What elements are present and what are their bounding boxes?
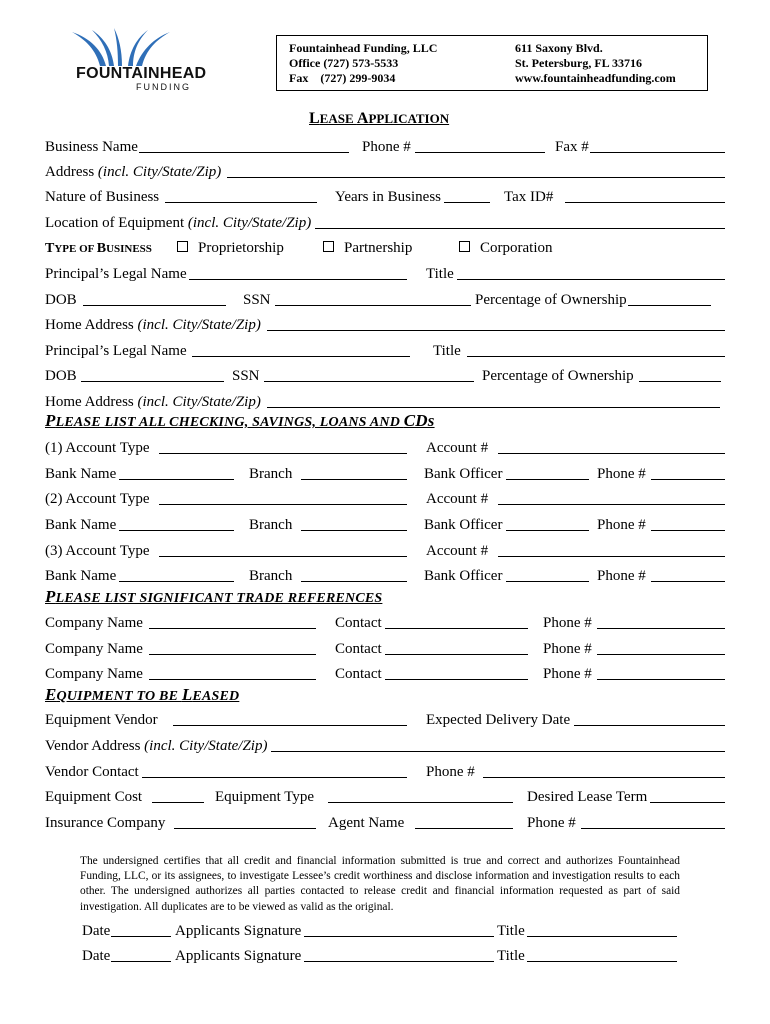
vendor-contact-field[interactable] — [142, 777, 407, 778]
signature-1-field[interactable] — [304, 936, 494, 937]
account-3-bank-field[interactable] — [119, 581, 234, 582]
date-label: Date — [82, 948, 111, 964]
ssn-2-field[interactable] — [264, 381, 474, 382]
branch-label: Branch — [249, 466, 293, 482]
account-1-number-field[interactable] — [498, 453, 725, 454]
equipment-type-field[interactable] — [328, 802, 513, 803]
fax-number: (727) 299-9034 — [320, 71, 396, 85]
trade-2-phone-field[interactable] — [597, 654, 725, 655]
business-row — [45, 137, 725, 157]
fax-field-label: Fax # — [555, 139, 589, 155]
business-name-field[interactable] — [139, 152, 349, 153]
account-3-branch-field[interactable] — [301, 581, 407, 582]
trade-3-contact-field[interactable] — [385, 679, 528, 680]
account-2-number-field[interactable] — [498, 504, 725, 505]
title-label: Title — [433, 343, 461, 359]
account-1-branch-field[interactable] — [301, 479, 407, 480]
address-label: Address (incl. City/State/Zip) — [45, 164, 222, 180]
insurance-company-label: Insurance Company — [45, 815, 166, 831]
company-name: Fountainhead Funding, LLC — [289, 41, 438, 55]
business-type-label: TYPE OF BUSINESS — [45, 241, 152, 256]
nature-row — [45, 187, 725, 207]
trade-2-contact-field[interactable] — [385, 654, 528, 655]
fax-line — [289, 71, 437, 86]
address-row — [45, 162, 725, 182]
home-2-field[interactable] — [267, 407, 720, 408]
account-2-bank-field[interactable] — [119, 530, 234, 531]
accounts-heading: PLEASE LIST ALL CHECKING, SAVINGS, LOANS AND CDs — [45, 411, 435, 430]
fax-label: Fax — [289, 71, 309, 85]
dob-label: DOB — [45, 292, 77, 308]
certification-text: The undersigned certifies that all credit and financial information submitted is true and correct and authorizes Fountainhead Funding, LLC, or its assignees, to investigate Lessee’s credit worthiness and disclose information and investigation results to each other. The undersigned authorizes all parties contacted to release credit and financial information requested as part of said investigation. All duplicates are to be viewed as valid as the original. — [80, 855, 680, 913]
logo-wordmark: FOUNTAINHEAD — [76, 65, 207, 82]
account-3-phone-field[interactable] — [651, 581, 725, 582]
phone-field[interactable] — [415, 152, 545, 153]
trade-1-phone-field[interactable] — [597, 628, 725, 629]
trade-references-heading: PLEASE LIST SIGNIFICANT TRADE REFERENCES — [45, 587, 383, 606]
account-1-type-field[interactable] — [159, 453, 407, 454]
account-2-officer-field[interactable] — [506, 530, 589, 531]
logo-subtitle: FUNDING — [136, 82, 191, 92]
proprietorship-option[interactable]: Proprietorship — [177, 238, 284, 258]
location-field[interactable] — [315, 228, 725, 229]
equipment-cost-field[interactable] — [152, 802, 204, 803]
signature-2-title-field[interactable] — [527, 961, 677, 962]
dob-1-field[interactable] — [83, 305, 226, 306]
trade-reference-row — [45, 664, 725, 684]
company-name-label: Company Name — [45, 615, 143, 631]
business-type-row — [45, 238, 725, 258]
bank-officer-label: Bank Officer — [424, 466, 503, 482]
signature-row-1 — [82, 921, 682, 941]
vendor-address-field[interactable] — [271, 751, 725, 752]
dob-1-row — [45, 290, 725, 310]
contact-label: Contact — [335, 666, 382, 682]
account-3-type-field[interactable] — [159, 556, 407, 557]
equipment-vendor-field[interactable] — [173, 725, 407, 726]
home-label: Home Address (incl. City/State/Zip) — [45, 394, 261, 410]
lease-term-field[interactable] — [650, 802, 725, 803]
vendor-contact-label: Vendor Contact — [45, 764, 139, 780]
home-label: Home Address (incl. City/State/Zip) — [45, 317, 261, 333]
account-2-bank-row — [45, 515, 725, 535]
bank-phone-label: Phone # — [597, 517, 646, 533]
ssn-label: SSN — [232, 368, 260, 384]
principal-label: Principal’s Legal Name — [45, 343, 187, 359]
vendor-address-label: Vendor Address (incl. City/State/Zip) — [45, 738, 268, 754]
company-logo — [62, 28, 237, 94]
agent-phone-field[interactable] — [581, 828, 725, 829]
bank-name-label: Bank Name — [45, 517, 117, 533]
nature-label: Nature of Business — [45, 189, 160, 205]
branch-label: Branch — [249, 568, 293, 584]
bank-name-label: Bank Name — [45, 466, 117, 482]
account-3-number-field[interactable] — [498, 556, 725, 557]
trade-reference-row — [45, 639, 725, 659]
account-2-branch-field[interactable] — [301, 530, 407, 531]
insurance-row — [45, 813, 725, 833]
home-1-row — [45, 315, 725, 335]
dob-label: DOB — [45, 368, 77, 384]
principal-2-field[interactable] — [192, 356, 410, 357]
signature-title-label: Title — [497, 948, 525, 964]
partnership-option[interactable]: Partnership — [323, 238, 412, 258]
trade-1-company-field[interactable] — [149, 628, 316, 629]
taxid-field[interactable] — [565, 202, 725, 203]
account-2-type-row — [45, 489, 725, 509]
account-number-label: Account # — [426, 440, 489, 456]
taxid-label: Tax ID# — [504, 189, 554, 205]
agent-name-field[interactable] — [415, 828, 513, 829]
years-field[interactable] — [444, 202, 490, 203]
street-address: 611 Saxony Blvd. — [515, 41, 603, 55]
ownership-label: Percentage of Ownership — [482, 368, 634, 384]
trade-phone-label: Phone # — [543, 641, 592, 657]
equipment-type-label: Equipment Type — [215, 789, 315, 805]
date-label: Date — [82, 923, 111, 939]
home-2-row — [45, 392, 725, 412]
vendor-phone-field[interactable] — [483, 777, 725, 778]
ownership-2-field[interactable] — [639, 381, 721, 382]
account-1-officer-field[interactable] — [506, 479, 589, 480]
account-type-label: (1) Account Type — [45, 440, 150, 456]
contact-label: Contact — [335, 615, 382, 631]
address-field[interactable] — [227, 177, 725, 178]
trade-phone-label: Phone # — [543, 666, 592, 682]
corporation-option[interactable]: Corporation — [459, 238, 553, 258]
trade-reference-row — [45, 613, 725, 633]
company-name-label: Company Name — [45, 666, 143, 682]
title-2-field[interactable] — [467, 356, 725, 357]
checkbox-icon[interactable] — [323, 241, 334, 252]
applicant-signature-label: Applicants Signature — [175, 923, 302, 939]
account-2-type-field[interactable] — [159, 504, 407, 505]
trade-3-company-field[interactable] — [149, 679, 316, 680]
branch-label: Branch — [249, 517, 293, 533]
signature-1-title-field[interactable] — [527, 936, 677, 937]
equipment-vendor-row — [45, 710, 725, 730]
title-label: Title — [426, 266, 454, 282]
form-title: LEASE APPLICATION — [309, 110, 450, 127]
signature-title-label: Title — [497, 923, 525, 939]
account-1-bank-field[interactable] — [119, 479, 234, 480]
checkbox-icon[interactable] — [177, 241, 188, 252]
equipment-vendor-label: Equipment Vendor — [45, 712, 158, 728]
account-type-label: (2) Account Type — [45, 491, 150, 507]
location-label: Location of Equipment (incl. City/State/Zip) — [45, 215, 312, 231]
title-1-field[interactable] — [457, 279, 725, 280]
agent-phone-label: Phone # — [527, 815, 576, 831]
agent-name-label: Agent Name — [328, 815, 405, 831]
trade-phone-label: Phone # — [543, 615, 592, 631]
phone-label: Phone # — [362, 139, 411, 155]
principal-1-row — [45, 264, 725, 284]
bank-phone-label: Phone # — [597, 466, 646, 482]
nature-field[interactable] — [165, 202, 317, 203]
bank-officer-label: Bank Officer — [424, 568, 503, 584]
location-row — [45, 213, 725, 233]
principal-1-field[interactable] — [189, 279, 407, 280]
equipment-heading: EQUIPMENT TO BE LEASED — [45, 685, 240, 704]
applicant-signature-label: Applicants Signature — [175, 948, 302, 964]
ssn-1-field[interactable] — [275, 305, 471, 306]
account-1-type-row — [45, 438, 725, 458]
delivery-date-label: Expected Delivery Date — [426, 712, 571, 728]
trade-3-phone-field[interactable] — [597, 679, 725, 680]
signature-2-date-field[interactable] — [111, 961, 171, 962]
vendor-phone-label: Phone # — [426, 764, 475, 780]
office-phone: Office (727) 573-5533 — [289, 56, 399, 70]
account-3-officer-field[interactable] — [506, 581, 589, 582]
lease-term-label: Desired Lease Term — [527, 789, 648, 805]
equipment-cost-label: Equipment Cost — [45, 789, 143, 805]
account-1-phone-field[interactable] — [651, 479, 725, 480]
ssn-label: SSN — [243, 292, 271, 308]
account-type-label: (3) Account Type — [45, 543, 150, 559]
contact-label: Contact — [335, 641, 382, 657]
bank-phone-label: Phone # — [597, 568, 646, 584]
trade-2-company-field[interactable] — [149, 654, 316, 655]
trade-1-contact-field[interactable] — [385, 628, 528, 629]
website-link[interactable]: www.fountainheadfunding.com — [515, 71, 676, 85]
bank-name-label: Bank Name — [45, 568, 117, 584]
fax-field[interactable] — [590, 152, 725, 153]
fountain-logo-icon — [62, 28, 237, 68]
dob-2-field[interactable] — [81, 381, 224, 382]
company-name-label: Company Name — [45, 641, 143, 657]
insurance-company-field[interactable] — [174, 828, 316, 829]
home-1-field[interactable] — [267, 330, 725, 331]
ownership-1-field[interactable] — [628, 305, 711, 306]
signature-1-date-field[interactable] — [111, 936, 171, 937]
vendor-contact-row — [45, 762, 725, 782]
signature-row-2 — [82, 946, 682, 966]
account-3-type-row — [45, 541, 725, 561]
business-name-label: Business Name — [45, 139, 138, 155]
years-label: Years in Business — [335, 189, 441, 205]
account-1-bank-row — [45, 464, 725, 484]
bank-officer-label: Bank Officer — [424, 517, 503, 533]
vendor-address-row — [45, 736, 725, 756]
dob-2-row — [45, 366, 725, 386]
account-number-label: Account # — [426, 491, 489, 507]
account-3-bank-row — [45, 566, 725, 586]
signature-2-field[interactable] — [304, 961, 494, 962]
principal-label: Principal’s Legal Name — [45, 266, 187, 282]
city-address: St. Petersburg, FL 33716 — [515, 56, 642, 70]
delivery-date-field[interactable] — [574, 725, 725, 726]
equipment-cost-row — [45, 787, 725, 807]
account-2-phone-field[interactable] — [651, 530, 725, 531]
ownership-label: Percentage of Ownership — [475, 292, 627, 308]
checkbox-icon[interactable] — [459, 241, 470, 252]
account-number-label: Account # — [426, 543, 489, 559]
principal-2-row — [45, 341, 725, 361]
company-info-box — [276, 35, 708, 91]
